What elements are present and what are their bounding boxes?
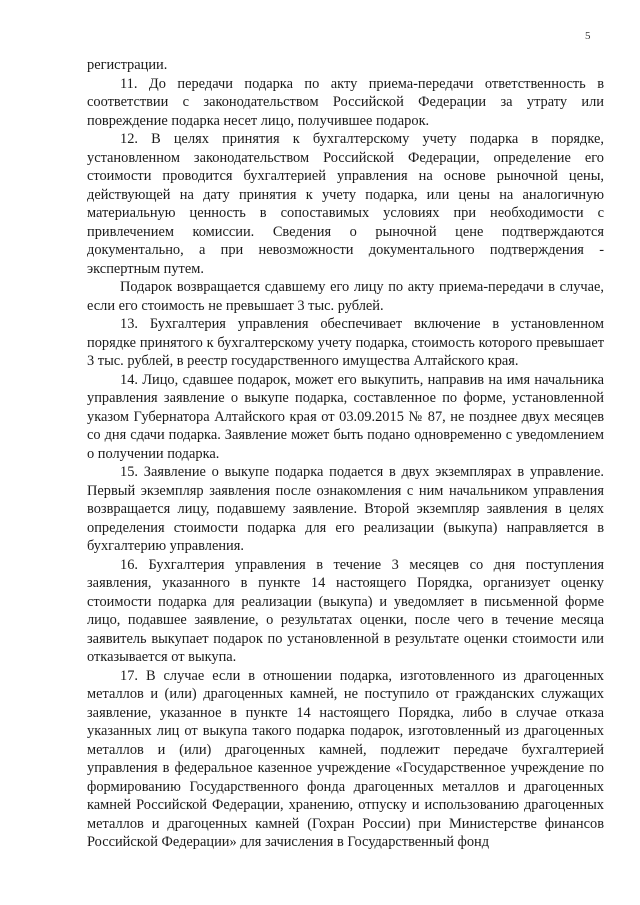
document-body [87,56,604,852]
paragraph-13: 13. Бухгалтерия управления обеспечивает включение в установленном порядке принятого к бухгалтерскому учету подарка, стоимость которого превышает 3 тыс. рублей, в реестр государственного имущества Алтайского края. [87,316,604,369]
paragraph-12: 12. В целях принятия к бухгалтерскому учету подарка в порядке, установленном законодательством Российской Федерации, определение его стоимости проводится бухгалтерией управления на основе рыночной цены, действующей на дату принятия к учету подарка, или цены на аналогичную материальную ценность в сопоставимых условиях при необходимости с привлечением комиссии. Сведения о рыночной цене подтверждаются документально, а при невозможности документального подтверждения - экспертным путем. [87,131,604,277]
page-number: 5 [585,30,591,42]
paragraph-gift-return: Подарок возвращается сдавшему его лицу по акту приема-передачи в случае, если его стоимость не превышает 3 тыс. рублей. [87,279,604,314]
paragraph-14: 14. Лицо, сдавшее подарок, может его выкупить, направив на имя начальника управления заявление о выкупе подарка, составленное по форме, установленной указом Губернатора Алтайского края от 03.09.2015 № 87, не позднее двух месяцев со дня сдачи подарка. Заявление может быть подано одновременно с уведомлением о получении подарка. [87,371,604,462]
paragraph-continuation: регистрации. [87,57,168,73]
paragraph-11: 11. До передачи подарка по акту приема-передачи ответственность в соответствии с законодательством Российской Федерации за утрату или повреждение подарка несет лицо, получившее подарок. [87,75,604,129]
paragraph-17: 17. В случае если в отношении подарка, изготовленного из драгоценных металлов и (или) драгоценных камней, не поступило от гражданских служащих заявление, указанное в пункте 14 настоящего Порядка, либо в случае отказа указанных лиц от выкупа такого подарка подарок, изготовленный из драгоценных металлов и (или) драгоценных камней, подлежит передаче бухгалтерией управления в федеральное казенное учреждение «Государственное учреждение по формированию Государственного фонда драгоценных металлов и драгоценных камней Российской Федерации, хранению, отпуску и использованию драгоценных металлов и драгоценных камней (Гохран России) при Министерстве финансов Российской Федерации» для зачисления в Государственный фонд [87,667,604,850]
paragraph-16: 16. Бухгалтерия управления в течение 3 месяцев со дня поступления заявления, указанного в пункте 14 настоящего Порядка, организует оценку стоимости подарка для реализации (выкупа) и уведомляет в письменной форме лицо, подавшее заявление, о результатах оценки, после чего в течение месяца заявитель выкупает подарок по установленной в результате оценки стоимости или отказывается от выкупа. [87,556,604,665]
paragraph-15: 15. Заявление о выкупе подарка подается в двух экземплярах в управление. Первый экземпляр заявления после ознакомления с ним начальником управления возвращается лицу, подавшему заявление. Второй экземпляр заявления в целях определения стоимости подарка для его реализации (выкупа) направляется в бухгалтерию управления. [87,464,604,554]
